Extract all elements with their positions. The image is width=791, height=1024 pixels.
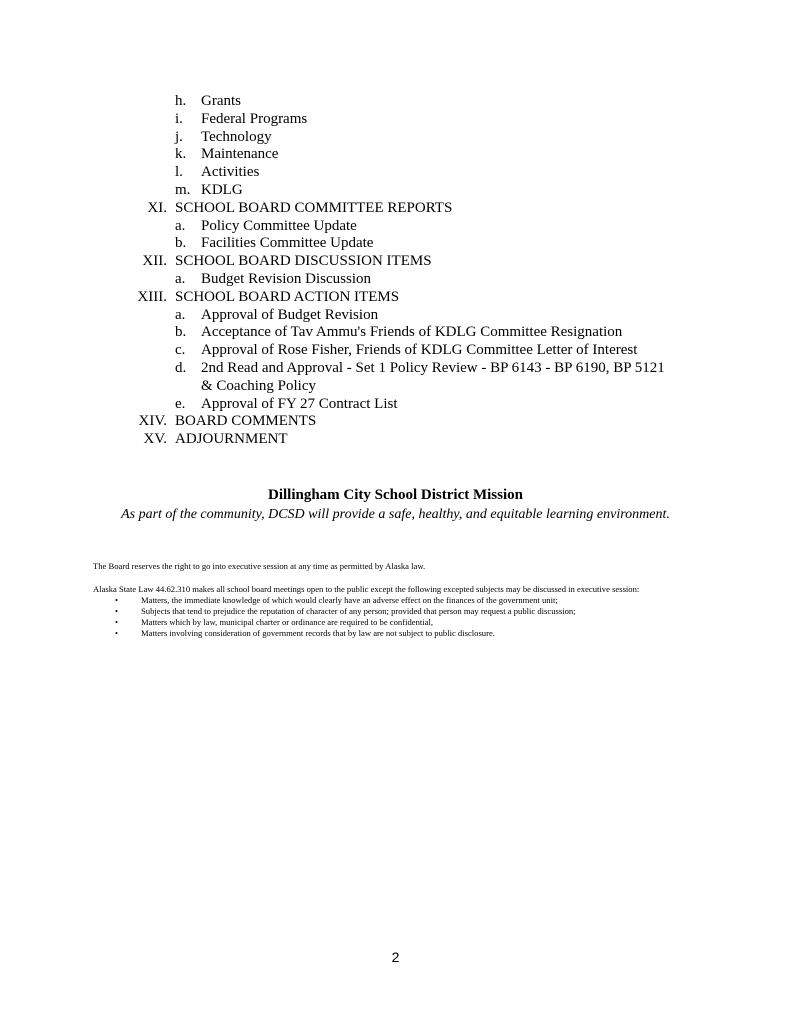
excepted-subject — [93, 606, 713, 617]
section-numeral: XV. — [143, 431, 167, 448]
item-letter: a. — [175, 270, 186, 287]
agenda-item — [0, 360, 791, 378]
bullet-icon: • — [115, 617, 119, 627]
mission-block — [0, 486, 791, 524]
section-title: BOARD COMMENTS — [175, 413, 317, 430]
item-letter: b. — [175, 324, 187, 341]
page-number: 2 — [391, 949, 400, 965]
excepted-subject-text: Matters involving consideration of government records that by law are not subject to public disclosure. — [141, 628, 495, 638]
agenda-item — [0, 111, 791, 129]
agenda-item — [0, 93, 791, 111]
agenda-section — [0, 431, 791, 449]
agenda-item — [0, 129, 791, 147]
agenda-section — [0, 200, 791, 218]
executive-session-note: The Board reserves the right to go into executive session at any time as permitted by Alaska law. — [93, 561, 426, 571]
item-text: Acceptance of Tav Ammu's Friends of KDLG Committee Resignation — [201, 324, 623, 341]
item-text: Approval of Rose Fisher, Friends of KDLG Committee Letter of Interest — [201, 342, 638, 359]
item-letter: c. — [175, 342, 186, 359]
item-text: Policy Committee Update — [201, 217, 357, 234]
agenda-item — [0, 396, 791, 414]
section-numeral: XI. — [147, 199, 167, 216]
item-text: & Coaching Policy — [201, 377, 316, 394]
bullet-icon: • — [115, 606, 119, 616]
legal-notes — [93, 561, 713, 639]
item-text: KDLG — [201, 181, 243, 198]
item-letter: i. — [175, 110, 183, 127]
bullet-icon: • — [115, 628, 119, 638]
section-numeral: XII. — [142, 253, 167, 270]
item-text: Grants — [201, 93, 241, 109]
item-text: Federal Programs — [201, 110, 308, 127]
section-numeral: XIV. — [138, 413, 167, 430]
agenda-item — [0, 324, 791, 342]
agenda-item — [0, 182, 791, 200]
item-text: Budget Revision Discussion — [201, 270, 372, 287]
excepted-subject-text: Matters, the immediate knowledge of which would clearly have an adverse effect on the finances of the government unit; — [141, 595, 558, 605]
item-letter: j. — [175, 128, 183, 145]
agenda-section — [0, 289, 791, 307]
section-title: SCHOOL BOARD ACTION ITEMS — [175, 288, 400, 305]
item-text: Facilities Committee Update — [201, 235, 374, 252]
item-letter: k. — [175, 146, 187, 163]
mission-title: Dillingham City School District Mission — [267, 487, 523, 503]
item-text: 2nd Read and Approval - Set 1 Policy Review - BP 6143 - BP 6190, BP 5121 — [201, 359, 665, 376]
agenda-item — [0, 235, 791, 253]
section-title: SCHOOL BOARD COMMITTEE REPORTS — [175, 199, 453, 216]
agenda-item — [0, 271, 791, 289]
item-letter: d. — [175, 359, 187, 376]
mission-statement: As part of the community, DCSD will provide a safe, healthy, and equitable learning environment. — [121, 507, 670, 522]
state-law-note: Alaska State Law 44.62.310 makes all school board meetings open to the public except the following excepted subjects may be discussed in executive session: — [93, 584, 640, 594]
agenda-item — [0, 307, 791, 325]
agenda-item — [0, 378, 791, 396]
excepted-subject — [93, 628, 713, 639]
item-letter: a. — [175, 217, 186, 234]
agenda-item — [0, 342, 791, 360]
excepted-subject — [93, 595, 713, 606]
item-letter: l. — [175, 164, 183, 181]
section-numeral: XIII. — [137, 288, 167, 305]
item-text: Approval of FY 27 Contract List — [201, 395, 398, 412]
excepted-subject — [93, 617, 713, 628]
excepted-subjects-list — [93, 595, 713, 639]
excepted-subject-text: Subjects that tend to prejudice the reputation of character of any person; provided that person may request a public discussion; — [141, 606, 576, 616]
item-letter: m. — [175, 181, 191, 198]
agenda-section — [0, 253, 791, 271]
bullet-icon: • — [115, 595, 119, 605]
item-text: Activities — [201, 164, 260, 181]
excepted-subject-text: Matters which by law, municipal charter or ordinance are required to be confidential, — [141, 617, 433, 627]
agenda-item — [0, 146, 791, 164]
item-text: Maintenance — [201, 146, 279, 163]
item-letter: a. — [175, 306, 186, 323]
item-text: Approval of Budget Revision — [201, 306, 379, 323]
section-title: SCHOOL BOARD DISCUSSION ITEMS — [175, 253, 432, 270]
agenda-list — [0, 93, 791, 449]
agenda-item — [0, 218, 791, 236]
agenda-section — [0, 413, 791, 431]
section-title: ADJOURNMENT — [175, 431, 288, 448]
item-letter: e. — [175, 395, 186, 412]
item-letter: h. — [175, 93, 187, 109]
item-letter: b. — [175, 235, 187, 252]
item-text: Technology — [201, 128, 272, 145]
agenda-item — [0, 164, 791, 182]
